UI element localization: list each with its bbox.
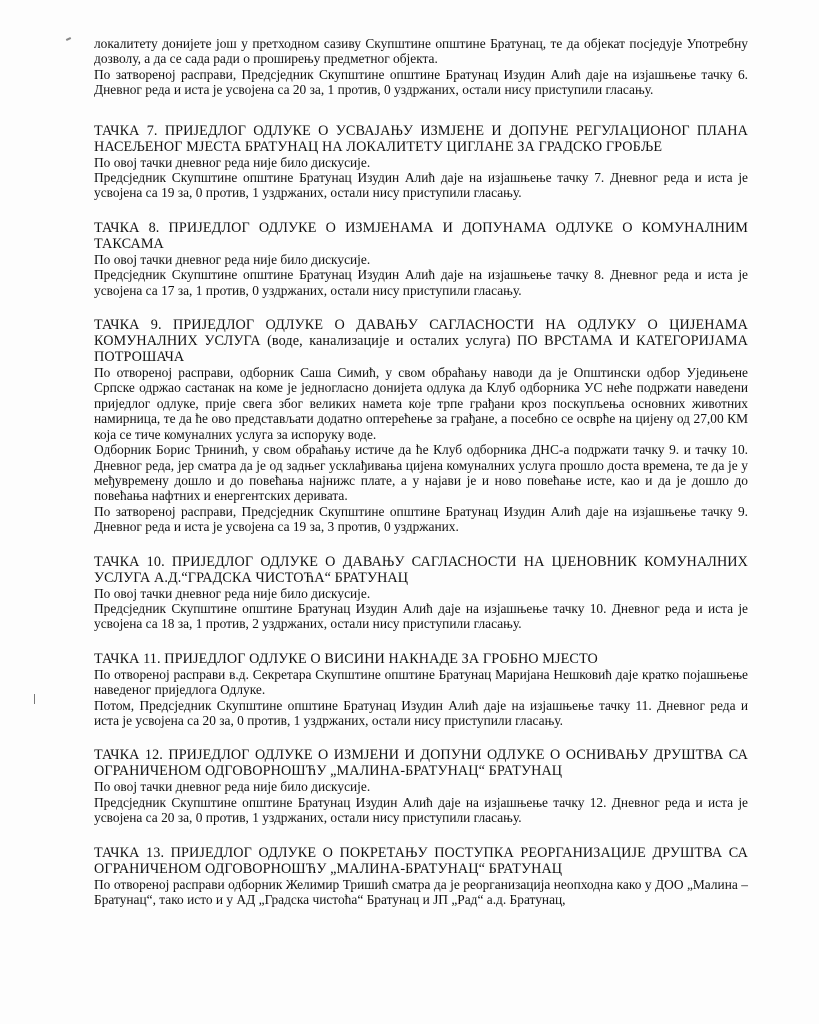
paragraph: Предсједник Скупштине општине Братунац Изудин Алић даје на изјашњење тачку 7. Дневног реда и иста је усвојена са 19 за, 0 против, 1 уздржаних, остали нису приступили гласању. <box>94 170 748 201</box>
document-body <box>94 36 748 926</box>
section-heading: ТАЧКА 10. ПРИЈЕДЛОГ ОДЛУКЕ О ДАВАЊУ САГЛАСНОСТИ НА ЦЈЕНОВНИК КОМУНАЛНИХ УСЛУГА А.Д.“ГРАДСКА ЧИСТОЋА“ БРАТУНАЦ <box>94 553 748 586</box>
section-item-6-continuation <box>94 36 748 98</box>
paragraph: По отвореној расправи, одборник Саша Симић, у свом обраћању наводи да је Општински одбор Уједињене Српске одржао састанак на коме је једногласно донијета одлука да Клуб одборника УС неће подржати наведени приједлог одлуке, прије свега због великих намета које трпе грађани кроз поскупљења основних животних намирница, те да ће ово представљати додатно оптерећење за грађане, а посебно се осврће на цијену од 27,00 КМ која се тиче комуналних услуга за испоруку воде. <box>94 365 748 442</box>
section-heading: ТАЧКА 9. ПРИЈЕДЛОГ ОДЛУКЕ О ДАВАЊУ САГЛАСНОСТИ НА ОДЛУКУ О ЦИЈЕНАМА КОМУНАЛНИХ УСЛУГА (воде, канализације и осталих услуга) ПО ВРСТАМА И КАТЕГОРИЈАМА ПОТРОШАЧА <box>94 317 748 366</box>
paragraph: По затвореној расправи, Предсједник Скупштине општине Братунац Изудин Алић даје на изјашњење тачку 9. Дневног реда и иста је усвојена са 19 за, 3 против, 0 уздржаних. <box>94 503 748 535</box>
paragraph: Одборник Борис Трнинић, у свом обраћању истиче да ће Клуб одборника ДНС-а подржати тачку 9. и тачку 10. Дневног реда, јер сматра да је од задњег усклађивања цијена комуналних услуга прошло доста времена, те да је у међувремену дошло и до повећања најнижс плате, а у најави је и ново повећање исте, као и да је дошло до повећања нафтних и енергентских деривата. <box>94 442 748 504</box>
section-item-12 <box>94 747 748 825</box>
section-heading: ТАЧКА 12. ПРИЈЕДЛОГ ОДЛУКЕ О ИЗМЈЕНИ И ДОПУНИ ОДЛУКЕ О ОСНИВАЊУ ДРУШТВА СА ОГРАНИЧЕНОМ ОДГОВОРНОШЋУ „МАЛИНА-БРАТУНАЦ“ БРАТУНАЦ <box>94 747 748 780</box>
section-item-10 <box>94 554 748 632</box>
paragraph: локалитету донијете још у претходном сазиву Скупштине општине Братунац, те да објекат посједује Употребну дозволу, а да се сада ради о проширењу предметног објекта. <box>94 36 748 67</box>
section-item-9 <box>94 317 748 534</box>
paragraph: Предсједник Скупштине општине Братунац Изудин Алић даје на изјашњење тачку 8. Дневног реда и иста је усвојена са 17 за, 1 против, 0 уздржаних, остали нису приступили гласању. <box>94 267 748 298</box>
scan-mark <box>66 37 71 41</box>
section-heading: ТАЧКА 7. ПРИЈЕДЛОГ ОДЛУКЕ О УСВАЈАЊУ ИЗМЈЕНЕ И ДОПУНЕ РЕГУЛАЦИОНОГ ПЛАНА НАСЕЉЕНОГ МЈЕСТА БРАТУНАЦ НА ЛОКАЛИТЕТУ ЦИГЛАНЕ ЗА ГРАДСКО ГРОБЉЕ <box>94 122 748 155</box>
paragraph: По овој тачки дневног реда није било дискусије. <box>94 251 371 267</box>
paragraph: По овој тачки дневног реда није било дискусије. <box>94 585 371 601</box>
section-heading: ТАЧКА 8. ПРИЈЕДЛОГ ОДЛУКЕ О ИЗМЈЕНАМА И ДОПУНАМА ОДЛУКЕ О КОМУНАЛНИМ ТАКСАМА <box>94 219 748 252</box>
paragraph: Предсједник Скупштине општине Братунац Изудин Алић даје на изјашњење тачку 10. Дневног реда и иста је усвојена са 18 за, 1 против, 2 уздржаних, остали нису приступили гласању. <box>94 600 748 632</box>
section-item-8 <box>94 220 748 298</box>
paragraph: По отвореној расправи одборник Желимир Тришић сматра да је реорганизација неопходна како у ДОО „Малина – Братунац“, тако исто и у АД „Градска чистоћа“ Братунац и ЈП „Рад“ а.д. Братунац, <box>94 876 748 907</box>
section-item-13 <box>94 845 748 908</box>
paragraph: Потом, Предсједник Скупштине општине Братунац Изудин Алић даје на изјашњење тачку 11. Дневног реда и иста је усвојена са 20 за, 0 против, 1 уздржаних, остали нису приступили гласању. <box>94 697 748 728</box>
paragraph: По овој тачки дневног реда није било дискусије. <box>94 779 371 795</box>
section-heading: ТАЧКА 11. ПРИЈЕДЛОГ ОДЛУКЕ О ВИСИНИ НАКНАДЕ ЗА ГРОБНО МЈЕСТО <box>94 650 598 667</box>
paragraph: По отвореној расправи в.д. Секретара Скупштине општине Братунац Маријана Нешковић даје кратко појашњење наведеног приједлога Одлуке. <box>94 666 748 698</box>
paragraph: По овој тачки дневног реда није било дискусије. <box>94 154 371 170</box>
scan-mark <box>34 694 35 704</box>
section-item-7 <box>94 123 748 201</box>
paragraph: По затвореној расправи, Предсједник Скупштине општине Братунац Изудин Алић даје на изјашњење тачку 6. Дневног реда и иста је усвојена са 20 за, 1 против, 0 уздржаних, остали нису приступили гласању. <box>94 66 748 98</box>
section-item-11 <box>94 651 748 729</box>
section-heading: ТАЧКА 13. ПРИЈЕДЛОГ ОДЛУКЕ О ПОКРЕТАЊУ ПОСТУПКА РЕОРГАНИЗАЦИЈЕ ДРУШТВА СА ОГРАНИЧЕНОМ ОДГОВОРНОШЋУ „МАЛИНА-БРАТУНАЦ“ БРАТУНАЦ <box>94 844 748 877</box>
paragraph: Предсједник Скупштине општине Братунац Изудин Алић даје на изјашњење тачку 12. Дневног реда и иста је усвојена са 20 за, 0 против, 1 уздржаних, остали нису приступили гласању. <box>94 794 748 826</box>
